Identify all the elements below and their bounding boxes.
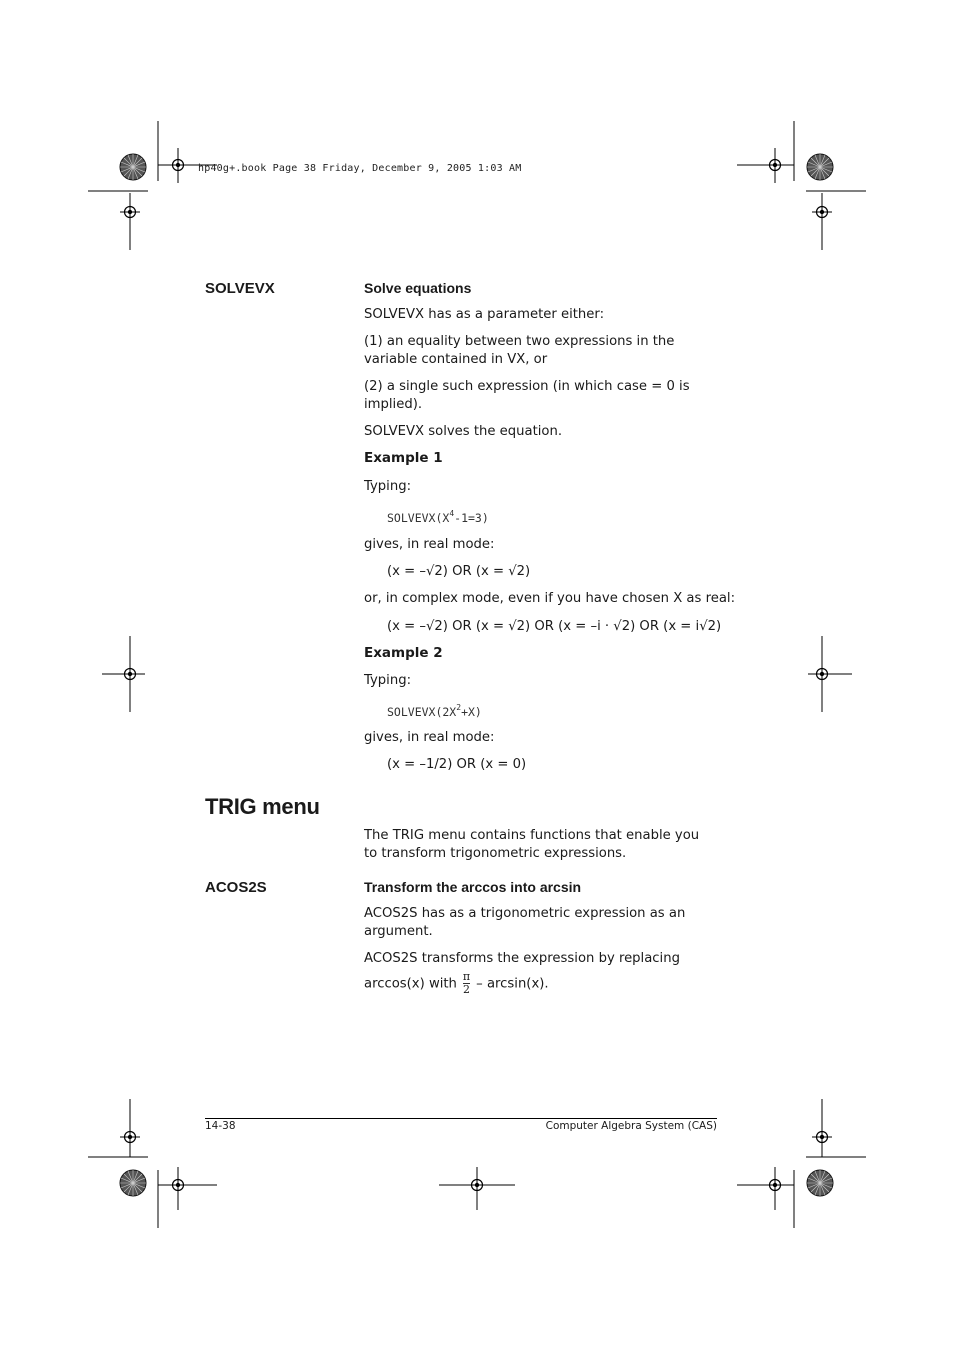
- acos2s-paragraph-1: ACOS2S has as a trigonometric expression as an argument.: [364, 906, 686, 939]
- trig-intro: The TRIG menu contains functions that enable you to transform trigonometric expressions.: [364, 828, 700, 861]
- example-1-code-part-b: -1=3): [454, 511, 489, 525]
- print-slug: hp40g+.book Page 38 Friday, December 9, 2005 1:03 AM: [198, 163, 522, 174]
- example-1-gives-label: gives, in real mode:: [364, 537, 495, 552]
- example-2-code-part-b: +X): [461, 705, 482, 719]
- solvevx-paragraph-1: SOLVEVX has as a parameter either:: [364, 307, 605, 322]
- example-2-code: [387, 705, 482, 719]
- example-2-heading: Example 2: [364, 645, 443, 661]
- acos2s-formula-line: [364, 971, 724, 996]
- example-2-code-exponent: 2: [456, 703, 462, 712]
- acos2s-formula-prefix: arccos(x) with: [364, 976, 457, 992]
- solvevx-paragraph-2: (1) an equality between two expressions in the variable contained in VX, or: [364, 334, 675, 367]
- example-1-heading: Example 1: [364, 450, 443, 466]
- example-1-code-part-a: SOLVEVX(X: [387, 511, 450, 525]
- example-1-complex-label: or, in complex mode, even if you have chosen X as real:: [364, 591, 736, 606]
- footer-page-number: 14-38: [205, 1120, 236, 1132]
- footer-chapter-title: Computer Algebra System (CAS): [545, 1120, 717, 1132]
- example-1-code-exponent: 4: [449, 509, 455, 518]
- example-1-real-result: (x = –√2) OR (x = √2): [387, 564, 531, 579]
- fraction-denominator: 2: [463, 983, 471, 996]
- solvevx-title: Solve equations: [364, 280, 472, 296]
- pi-over-2-fraction: [463, 971, 470, 996]
- example-2-code-part-a: SOLVEVX(2X: [387, 705, 457, 719]
- solvevx-paragraph-4: SOLVEVX solves the equation.: [364, 424, 563, 439]
- example-1-code: [387, 511, 489, 525]
- command-name-solvevx: SOLVEVX: [205, 280, 275, 297]
- example-1-typing-label: Typing:: [364, 479, 412, 494]
- section-title-trig-menu: TRIG menu: [205, 794, 320, 819]
- example-2-result: (x = –1/2) OR (x = 0): [387, 757, 527, 772]
- acos2s-paragraph-2: ACOS2S transforms the expression by replacing: [364, 951, 680, 966]
- footer-rule: [205, 1118, 717, 1119]
- acos2s-formula-suffix: – arcsin(x).: [476, 976, 549, 992]
- example-2-typing-label: Typing:: [364, 673, 412, 688]
- fraction-numerator: π: [462, 970, 471, 983]
- acos2s-title: Transform the arccos into arcsin: [364, 879, 582, 895]
- command-name-acos2s: ACOS2S: [205, 879, 267, 896]
- example-1-complex-result: (x = –√2) OR (x = √2) OR (x = –i · √2) OR (x = i√2): [387, 619, 722, 634]
- example-2-gives-label: gives, in real mode:: [364, 730, 495, 745]
- solvevx-paragraph-3: (2) a single such expression (in which case = 0 is implied).: [364, 379, 690, 412]
